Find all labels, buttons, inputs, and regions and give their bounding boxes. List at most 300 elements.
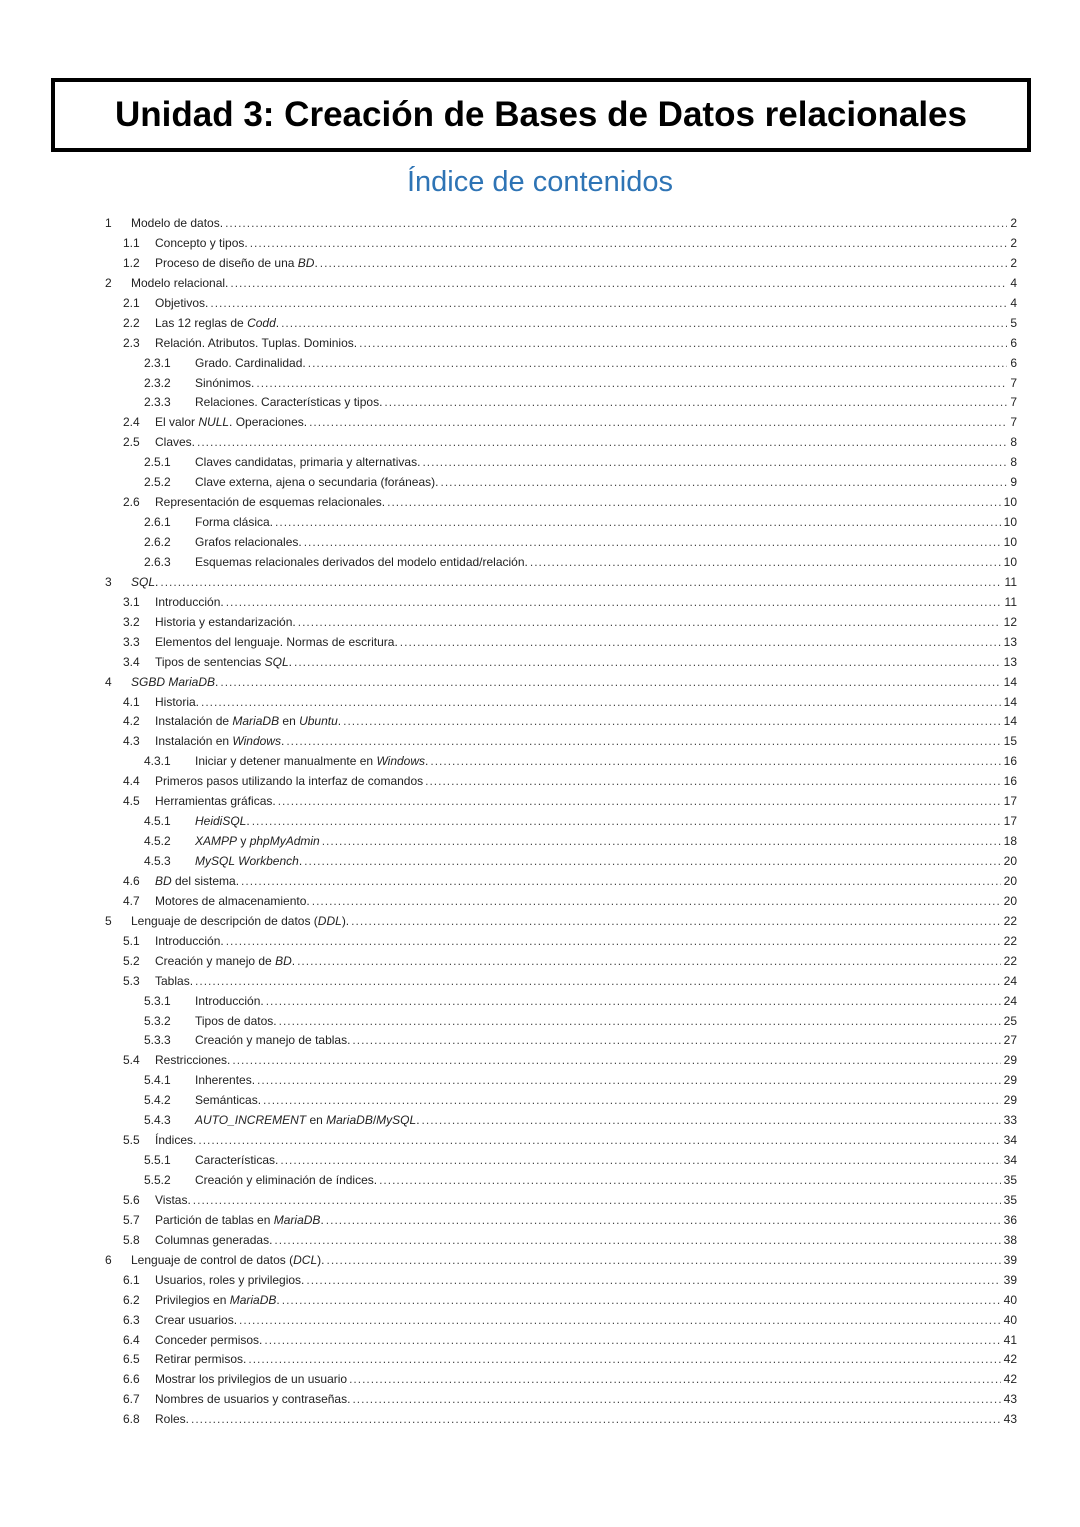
toc-entry-number: 3 <box>105 574 112 589</box>
toc-leader-dots <box>198 1131 1000 1151</box>
toc-entry[interactable] <box>0 1151 1080 1171</box>
toc-leader-dots <box>530 553 1001 573</box>
toc-entry-page: 43 <box>1003 1392 1017 1407</box>
toc-entry-number: 6.6 <box>123 1372 140 1387</box>
toc-entry-title: Inherentes. <box>195 1073 256 1088</box>
toc-entry[interactable] <box>0 314 1080 334</box>
toc-leader-dots <box>274 1231 1000 1251</box>
toc-leader-dots <box>297 952 1001 972</box>
toc-entry[interactable] <box>0 1390 1080 1410</box>
toc-leader-dots <box>232 1051 1000 1071</box>
toc-entry[interactable] <box>0 453 1080 473</box>
toc-entry-title: Usuarios, roles y privilegios. <box>155 1272 305 1287</box>
toc-entry-title: Iniciar y detener manualmente en Windows. <box>195 754 429 769</box>
toc-entry-number: 4.5.2 <box>144 834 171 849</box>
toc-leader-dots <box>266 992 1001 1012</box>
document-title: Unidad 3: Creación de Bases de Datos relacionales <box>115 95 967 134</box>
toc-entry-title: Herramientas gráficas. <box>155 794 276 809</box>
toc-entry-number: 2.3.1 <box>144 355 171 370</box>
toc-entry-page: 29 <box>1003 1053 1017 1068</box>
toc-entry[interactable] <box>0 1051 1080 1071</box>
toc-entry[interactable] <box>0 972 1080 992</box>
toc-entry-page: 35 <box>1003 1192 1017 1207</box>
toc-leader-dots <box>239 1311 1001 1331</box>
toc-entry-page: 4 <box>1010 295 1017 310</box>
toc-entry-number: 2.1 <box>123 295 140 310</box>
toc-entry-page: 42 <box>1003 1372 1017 1387</box>
toc-entry-page: 15 <box>1003 734 1017 749</box>
toc-leader-dots <box>241 872 1001 892</box>
toc-entry-number: 4.3.1 <box>144 754 171 769</box>
toc-entry-number: 5.5.1 <box>144 1153 171 1168</box>
toc-leader-dots <box>263 1091 1001 1111</box>
toc-entry-number: 2.6.3 <box>144 554 171 569</box>
toc-entry[interactable] <box>0 752 1080 772</box>
toc-entry-title: SQL. <box>131 574 159 589</box>
toc-leader-dots <box>379 1171 1001 1191</box>
toc-entry-page: 14 <box>1003 714 1017 729</box>
toc-entry-title: Roles. <box>155 1412 190 1427</box>
toc-entry-title: XAMPP y phpMyAdmin <box>195 834 320 849</box>
toc-entry[interactable] <box>0 892 1080 912</box>
toc-entry-title: SGBD MariaDB. <box>131 674 219 689</box>
toc-entry[interactable] <box>0 852 1080 872</box>
toc-entry-title: Relación. Atributos. Tuplas. Dominios. <box>155 335 358 350</box>
toc-entry-page: 36 <box>1003 1212 1017 1227</box>
toc-entry-title: Proceso de diseño de una BD. <box>155 255 318 270</box>
toc-entry-title: Grafos relacionales. <box>195 535 302 549</box>
toc-entry[interactable] <box>0 354 1080 374</box>
toc-entry[interactable] <box>0 473 1080 493</box>
toc-entry-number: 5.6 <box>123 1192 140 1207</box>
toc-entry[interactable] <box>0 633 1080 653</box>
toc-entry-number: 2.2 <box>123 315 140 330</box>
toc-leader-dots <box>250 234 1008 254</box>
toc-entry-page: 20 <box>1003 893 1017 908</box>
toc-entry-page: 10 <box>1003 554 1017 569</box>
toc-entry-title: Sinónimos. <box>195 375 255 390</box>
toc-leader-dots <box>322 832 1001 852</box>
toc-entry-title: Características. <box>195 1153 279 1168</box>
toc-leader-dots <box>430 752 1000 772</box>
toc-entry-title: Elementos del lenguaje. Normas de escritura. <box>155 634 398 649</box>
toc-entry[interactable] <box>0 872 1080 892</box>
toc-entry-title: Crear usuarios. <box>155 1312 238 1327</box>
toc-entry-title: Clave externa, ajena o secundaria (foráneas). <box>195 475 439 490</box>
toc-entry-number: 6.3 <box>123 1312 140 1327</box>
toc-entry-number: 1 <box>105 216 112 230</box>
toc-entry-title: Mostrar los privilegios de un usuario <box>155 1372 348 1387</box>
toc-entry-title: HeidiSQL. <box>195 814 250 829</box>
toc-entry-page: 43 <box>1003 1412 1017 1427</box>
toc-leader-dots <box>352 1031 1000 1051</box>
toc-entry[interactable] <box>0 992 1080 1012</box>
toc-entry-title: Conceder permisos. <box>155 1332 263 1347</box>
toc-entry-page: 10 <box>1003 495 1017 510</box>
toc-entry-number: 3.4 <box>123 654 140 669</box>
toc-entry-number: 5.4.1 <box>144 1073 171 1088</box>
toc-entry-page: 11 <box>1004 574 1017 589</box>
toc-leader-dots <box>275 513 1001 533</box>
toc-entry-number: 5.8 <box>123 1232 140 1247</box>
toc-entry[interactable] <box>0 1171 1080 1191</box>
toc-leader-dots <box>400 633 1001 653</box>
toc-entry-page: 22 <box>1003 933 1017 948</box>
toc-leader-dots <box>384 393 1007 413</box>
toc-entry-title: Grado. Cardinalidad. <box>195 355 306 370</box>
toc-leader-dots <box>193 1191 1001 1211</box>
toc-entry[interactable] <box>0 294 1080 314</box>
toc-entry-page: 4 <box>1010 275 1017 290</box>
toc-entry-number: 5.7 <box>123 1212 140 1227</box>
toc-leader-dots <box>279 1012 1001 1032</box>
toc-entry-page: 2 <box>1010 216 1017 230</box>
toc-entry-number: 5.4.3 <box>144 1113 171 1128</box>
toc-entry-number: 2.3.3 <box>144 395 171 410</box>
toc-entry-page: 7 <box>1010 375 1017 390</box>
toc-entry-page: 29 <box>1003 1093 1017 1108</box>
toc-entry-title: Creación y manejo de BD. <box>155 953 296 968</box>
toc-entry-title: Lenguaje de control de datos (DCL). <box>131 1252 325 1267</box>
toc-entry[interactable] <box>0 932 1080 952</box>
toc-entry-number: 2.4 <box>123 415 140 430</box>
toc-entry[interactable] <box>0 1091 1080 1111</box>
toc-entry-title: Partición de tablas en MariaDB. <box>155 1212 324 1227</box>
toc-entry-page: 13 <box>1003 634 1017 649</box>
toc-entry[interactable] <box>0 952 1080 972</box>
toc-entry-page: 18 <box>1003 834 1017 849</box>
toc-entry[interactable] <box>0 832 1080 852</box>
toc-entry[interactable] <box>0 1071 1080 1091</box>
toc-entry-page: 11 <box>1004 594 1017 609</box>
toc-entry-page: 5 <box>1010 315 1017 330</box>
toc-entry[interactable] <box>0 1251 1080 1271</box>
toc-leader-dots <box>226 593 1002 613</box>
toc-entry-title: Introducción. <box>155 933 224 948</box>
toc-entry-title: Retirar permisos. <box>155 1352 247 1367</box>
toc-entry[interactable] <box>0 513 1080 533</box>
toc-entry-title: Lenguaje de descripción de datos (DDL). <box>131 913 350 928</box>
toc-leader-dots <box>387 493 1001 513</box>
toc-leader-dots <box>422 453 1007 473</box>
toc-entry-page: 12 <box>1003 614 1017 629</box>
toc-entry-number: 5.4 <box>123 1053 140 1068</box>
toc-entry-page: 39 <box>1003 1252 1017 1267</box>
toc-leader-dots <box>326 1251 1000 1271</box>
toc-entry-number: 3.1 <box>123 594 140 609</box>
toc-entry[interactable] <box>0 433 1080 453</box>
toc-entry[interactable] <box>0 553 1080 573</box>
toc-leader-dots <box>278 792 1001 812</box>
toc-entry-page: 42 <box>1003 1352 1017 1367</box>
toc-entry-title: Creación y eliminación de índices. <box>195 1173 378 1187</box>
toc-entry-number: 4.5.3 <box>144 854 171 868</box>
toc-entry-page: 14 <box>1003 694 1017 709</box>
toc-leader-dots <box>191 1410 1001 1430</box>
toc-entry-page: 40 <box>1003 1292 1017 1307</box>
toc-entry-page: 14 <box>1003 674 1017 689</box>
toc-leader-dots <box>422 1111 1001 1131</box>
toc-entry-number: 2.5 <box>123 435 140 450</box>
toc-entry-number: 1.1 <box>123 235 140 250</box>
toc-entry[interactable] <box>0 533 1080 553</box>
toc-entry[interactable] <box>0 1291 1080 1311</box>
toc-leader-dots <box>298 613 1001 633</box>
toc-entry-page: 20 <box>1003 873 1017 888</box>
toc-leader-dots <box>440 473 1007 493</box>
toc-entry-number: 2.5.2 <box>144 475 171 490</box>
toc-entry-number: 6 <box>105 1252 112 1267</box>
toc-leader-dots <box>220 673 1000 693</box>
toc-leader-dots <box>160 573 1001 593</box>
toc-leader-dots <box>351 912 1000 932</box>
toc-entry-page: 7 <box>1010 395 1017 410</box>
toc-entry[interactable] <box>0 493 1080 513</box>
toc-entry-page: 29 <box>1003 1073 1017 1088</box>
toc-entry-number: 5.3.1 <box>144 993 171 1008</box>
toc-entry-title: Las 12 reglas de Codd. <box>155 315 280 330</box>
toc-entry[interactable] <box>0 1311 1080 1331</box>
toc-entry-page: 17 <box>1003 794 1017 809</box>
toc-entry-page: 8 <box>1010 435 1017 450</box>
toc-leader-dots <box>197 433 1007 453</box>
toc-entry-page: 10 <box>1003 515 1017 530</box>
toc-entry-title: Instalación en Windows. <box>155 734 285 749</box>
toc-entry[interactable] <box>0 1111 1080 1131</box>
toc-entry-page: 33 <box>1003 1113 1017 1128</box>
toc-entry-page: 20 <box>1003 854 1017 868</box>
toc-entry-number: 6.5 <box>123 1352 140 1367</box>
toc-leader-dots <box>309 413 1007 433</box>
toc-entry-title: Privilegios en MariaDB. <box>155 1292 280 1307</box>
toc-entry-page: 2 <box>1010 255 1017 270</box>
toc-entry-page: 35 <box>1003 1173 1017 1187</box>
toc-entry-title: Esquemas relacionales derivados del modelo entidad/relación. <box>195 554 528 569</box>
toc-entry-number: 5.5 <box>123 1133 140 1148</box>
toc-entry-page: 41 <box>1003 1332 1017 1347</box>
toc-entry[interactable] <box>0 653 1080 673</box>
toc-leader-dots <box>210 294 1007 314</box>
toc-entry-title: Creación y manejo de tablas. <box>195 1033 351 1048</box>
toc-entry-number: 2.5.1 <box>144 455 171 470</box>
toc-entry-number: 2.6.1 <box>144 515 171 530</box>
toc-leader-dots <box>320 254 1008 274</box>
toc-entry-title: Concepto y tipos. <box>155 235 248 250</box>
toc-entry-number: 5.3.2 <box>144 1013 171 1028</box>
toc-entry[interactable] <box>0 1231 1080 1251</box>
toc-entry-number: 4.1 <box>123 694 140 709</box>
toc-entry-number: 4.2 <box>123 714 140 729</box>
table-of-contents <box>0 214 1080 1430</box>
toc-entry[interactable] <box>0 374 1080 394</box>
toc-entry-title: Historia. <box>155 694 200 709</box>
toc-entry-number: 4.5 <box>123 794 140 809</box>
toc-entry-title: BD del sistema. <box>155 873 240 888</box>
toc-entry-page: 34 <box>1003 1153 1017 1168</box>
toc-entry-page: 6 <box>1010 335 1017 350</box>
toc-entry-title: Columnas generadas. <box>155 1232 273 1247</box>
toc-entry-title: Introducción. <box>155 594 224 609</box>
toc-entry-number: 5.5.2 <box>144 1173 171 1187</box>
toc-entry-number: 4.5.1 <box>144 814 171 829</box>
toc-leader-dots <box>195 972 1001 992</box>
toc-entry-number: 6.2 <box>123 1292 140 1307</box>
toc-entry-number: 2.6.2 <box>144 535 171 549</box>
toc-entry[interactable] <box>0 334 1080 354</box>
toc-entry-title: Modelo relacional. <box>131 275 229 290</box>
toc-entry-page: 10 <box>1003 535 1017 549</box>
toc-entry-page: 2 <box>1010 235 1017 250</box>
toc-entry-number: 6.8 <box>123 1412 140 1427</box>
toc-leader-dots <box>230 274 1007 294</box>
toc-entry-page: 39 <box>1003 1272 1017 1287</box>
toc-leader-dots <box>226 932 1001 952</box>
toc-entry-number: 4.6 <box>123 873 140 888</box>
toc-entry-page: 13 <box>1003 654 1017 669</box>
toc-entry-title: Nombres de usuarios y contraseñas. <box>155 1392 351 1407</box>
toc-leader-dots <box>308 354 1008 374</box>
toc-entry-number: 6.4 <box>123 1332 140 1347</box>
toc-entry-page: 27 <box>1003 1033 1017 1048</box>
toc-entry-page: 22 <box>1003 953 1017 968</box>
toc-leader-dots <box>312 892 1001 912</box>
toc-entry[interactable] <box>0 693 1080 713</box>
toc-leader-dots <box>201 693 1001 713</box>
toc-entry[interactable] <box>0 1012 1080 1032</box>
toc-entry-title: Representación de esquemas relacionales. <box>155 495 386 510</box>
toc-entry-number: 5.1 <box>123 933 140 948</box>
toc-entry[interactable] <box>0 673 1080 693</box>
toc-entry-title: Restricciones. <box>155 1053 231 1068</box>
toc-entry-title: Semánticas. <box>195 1093 262 1108</box>
toc-entry-title: Modelo de datos. <box>131 216 224 230</box>
toc-entry[interactable] <box>0 274 1080 294</box>
toc-entry-number: 6.7 <box>123 1392 140 1407</box>
toc-entry[interactable] <box>0 1211 1080 1231</box>
toc-leader-dots <box>425 772 1001 792</box>
toc-entry-number: 4.4 <box>123 774 140 789</box>
toc-leader-dots <box>359 334 1007 354</box>
toc-entry[interactable] <box>0 613 1080 633</box>
toc-entry-page: 25 <box>1003 1013 1017 1028</box>
toc-entry[interactable] <box>0 214 1080 234</box>
title-box <box>51 78 1031 152</box>
toc-entry-number: 5.3.3 <box>144 1033 171 1048</box>
toc-entry-title: Índices. <box>155 1133 197 1148</box>
toc-entry-number: 4.7 <box>123 893 140 908</box>
toc-heading: Índice de contenidos <box>406 166 674 198</box>
toc-leader-dots <box>252 812 1001 832</box>
toc-entry-page: 40 <box>1003 1312 1017 1327</box>
toc-entry[interactable] <box>0 712 1080 732</box>
toc-entry-number: 2 <box>105 275 112 290</box>
toc-leader-dots <box>306 1271 1000 1291</box>
toc-entry-title: Forma clásica. <box>195 515 274 530</box>
toc-entry-number: 6.1 <box>123 1272 140 1287</box>
toc-entry[interactable] <box>0 1370 1080 1390</box>
toc-entry-title: Introducción. <box>195 993 264 1008</box>
toc-leader-dots <box>225 214 1007 234</box>
toc-entry[interactable] <box>0 1031 1080 1051</box>
toc-entry-number: 5 <box>105 913 112 928</box>
toc-entry[interactable] <box>0 1191 1080 1211</box>
toc-entry-title: Motores de almacenamiento. <box>155 893 310 908</box>
toc-entry[interactable] <box>0 792 1080 812</box>
toc-leader-dots <box>326 1211 1001 1231</box>
toc-entry-page: 6 <box>1010 355 1017 370</box>
toc-entry-number: 5.4.2 <box>144 1093 171 1108</box>
toc-entry-title: Primeros pasos utilizando la interfaz de comandos <box>155 774 424 789</box>
toc-entry-title: Relaciones. Características y tipos. <box>195 395 383 410</box>
toc-leader-dots <box>304 852 1000 872</box>
toc-leader-dots <box>294 653 1001 673</box>
toc-entry-page: 17 <box>1003 814 1017 829</box>
toc-leader-dots <box>343 712 1001 732</box>
toc-entry[interactable] <box>0 1350 1080 1370</box>
toc-leader-dots <box>349 1370 1001 1390</box>
toc-leader-dots <box>264 1331 1000 1351</box>
toc-entry-title: Tipos de datos. <box>195 1013 277 1028</box>
toc-entry[interactable] <box>0 234 1080 254</box>
toc-entry-number: 4.3 <box>123 734 140 749</box>
toc-entry[interactable] <box>0 393 1080 413</box>
toc-entry-page: 16 <box>1003 754 1017 769</box>
toc-entry-page: 34 <box>1003 1133 1017 1148</box>
toc-entry-title: El valor NULL. Operaciones. <box>155 415 308 430</box>
toc-entry-number: 3.2 <box>123 614 140 629</box>
toc-entry-page: 9 <box>1010 475 1017 490</box>
toc-leader-dots <box>286 732 1000 752</box>
toc-entry[interactable] <box>0 413 1080 433</box>
toc-entry-title: Tablas. <box>155 973 194 988</box>
toc-entry-page: 7 <box>1010 415 1017 430</box>
toc-entry[interactable] <box>0 772 1080 792</box>
toc-entry-page: 38 <box>1003 1232 1017 1247</box>
toc-entry-page: 24 <box>1003 973 1017 988</box>
toc-entry-page: 22 <box>1003 913 1017 928</box>
toc-entry[interactable] <box>0 254 1080 274</box>
toc-entry-title: Claves. <box>155 435 196 450</box>
toc-entry-title: Claves candidatas, primaria y alternativas. <box>195 455 421 470</box>
toc-entry-title: Objetivos. <box>155 295 209 310</box>
toc-entry-title: MySQL Workbench. <box>195 854 303 868</box>
toc-entry[interactable] <box>0 1131 1080 1151</box>
toc-entry-title: Historia y estandarización. <box>155 614 296 629</box>
toc-entry[interactable] <box>0 1271 1080 1291</box>
toc-entry-title: AUTO_INCREMENT en MariaDB/MySQL. <box>195 1113 420 1128</box>
toc-entry-number: 2.3.2 <box>144 375 171 390</box>
toc-entry-page: 16 <box>1003 774 1017 789</box>
toc-entry-number: 3.3 <box>123 634 140 649</box>
toc-entry-number: 5.2 <box>123 953 140 968</box>
toc-leader-dots <box>281 314 1007 334</box>
toc-entry-number: 2.3 <box>123 335 140 350</box>
toc-entry-number: 2.6 <box>123 495 140 510</box>
toc-leader-dots <box>282 1291 1001 1311</box>
toc-entry-number: 4 <box>105 674 112 689</box>
toc-entry[interactable] <box>0 593 1080 613</box>
toc-entry[interactable] <box>0 1410 1080 1430</box>
toc-leader-dots <box>256 374 1007 394</box>
toc-leader-dots <box>280 1151 1000 1171</box>
toc-entry[interactable] <box>0 732 1080 752</box>
toc-entry-page: 24 <box>1003 993 1017 1008</box>
toc-entry-number: 1.2 <box>123 255 140 270</box>
toc-entry[interactable] <box>0 912 1080 932</box>
toc-entry[interactable] <box>0 573 1080 593</box>
toc-entry[interactable] <box>0 1331 1080 1351</box>
toc-entry[interactable] <box>0 812 1080 832</box>
